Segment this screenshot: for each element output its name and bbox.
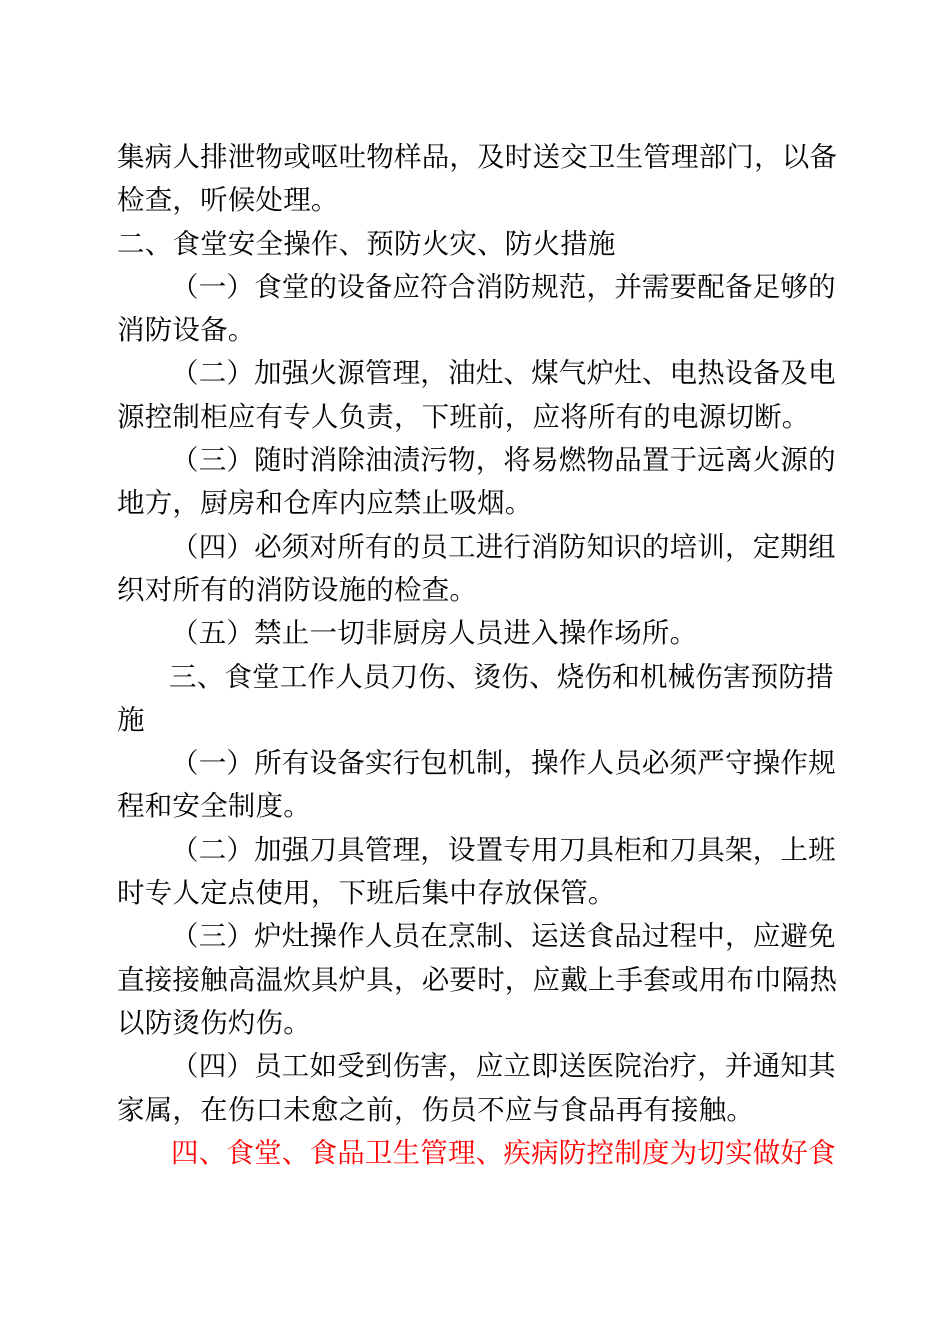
- text-line: 家属，在伤口未愈之前，伤员不应与食品再有接触。: [117, 1093, 755, 1126]
- text-line: （二）加强火源管理，油灶、煤气炉灶、电热设备及电: [171, 357, 836, 390]
- text-line: （一）所有设备实行包机制，操作人员必须严守操作规: [171, 747, 836, 780]
- text-line: （三）随时消除油渍污物，将易燃物品置于远离火源的: [171, 444, 836, 477]
- section-heading: 二、食堂安全操作、预防火灾、防火措施: [117, 227, 616, 260]
- text-line: 直接接触高温炊具炉具，必要时，应戴上手套或用布巾隔热: [117, 963, 838, 996]
- document-body: [117, 136, 857, 1175]
- text-line: 以防烫伤灼伤。: [117, 1006, 311, 1039]
- text-line: （一）食堂的设备应符合消防规范，并需要配备足够的: [171, 270, 836, 303]
- text-line: 时专人定点使用，下班后集中存放保管。: [117, 877, 616, 910]
- text-line: （二）加强刀具管理，设置专用刀具柜和刀具架，上班: [171, 833, 836, 866]
- text-line: 地方，厨房和仓库内应禁止吸烟。: [117, 487, 533, 520]
- text-line: （五）禁止一切非厨房人员进入操作场所。: [171, 617, 698, 650]
- text-line: 集病人排泄物或呕吐物样品，及时送交卫生管理部门，以备: [117, 141, 838, 173]
- text-line: 消防设备。: [117, 314, 256, 347]
- text-line: 程和安全制度。: [117, 790, 311, 823]
- text-line: 源控制柜应有专人负责，下班前，应将所有的电源切断。: [117, 400, 810, 433]
- text-line: 织对所有的消防设施的检查。: [117, 573, 478, 606]
- text-line: （四）必须对所有的员工进行消防知识的培训，定期组: [171, 530, 836, 563]
- text-line: （三）炉灶操作人员在烹制、运送食品过程中，应避免: [171, 920, 836, 953]
- section-heading-red: 四、食堂、食品卫生管理、疾病防控制度为切实做好食: [171, 1136, 836, 1169]
- section-heading: 施: [117, 703, 145, 736]
- text-line: 检查，听候处理。: [117, 184, 339, 217]
- text-line: （四）员工如受到伤害，应立即送医院治疗，并通知其: [171, 1050, 836, 1083]
- section-heading: 三、食堂工作人员刀伤、烫伤、烧伤和机械伤害预防措: [169, 660, 834, 693]
